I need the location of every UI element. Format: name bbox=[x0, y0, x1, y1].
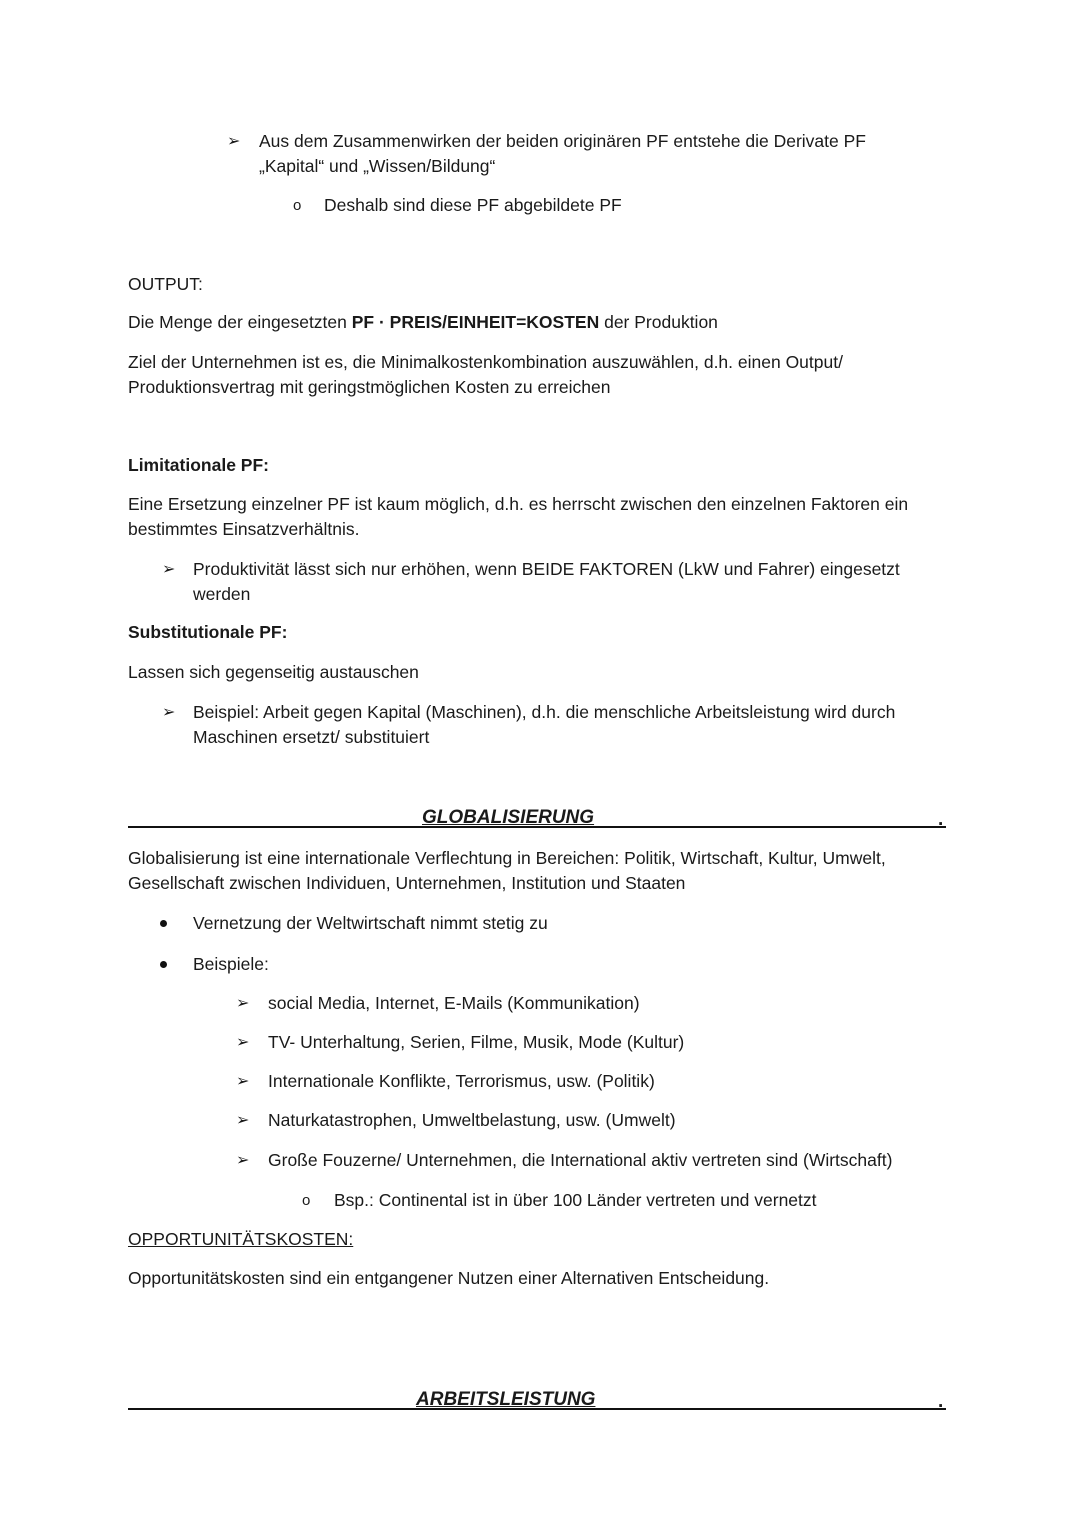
circle-bullet-icon: o bbox=[302, 1192, 311, 1209]
arrow-bullet-icon: ➢ bbox=[236, 1034, 250, 1051]
arrow-bullet-icon: ➢ bbox=[236, 1152, 250, 1169]
example-item-2: TV- Unterhaltung, Serien, Filme, Musik, Mode (Kultur) bbox=[268, 1032, 685, 1052]
bullet-dot-icon bbox=[160, 961, 167, 968]
globalisierung-bullet-1: Vernetzung der Weltwirtschaft nimmt stetig zu bbox=[193, 913, 548, 933]
output-formula bbox=[128, 310, 718, 335]
limitational-bullet-line1: Produktivität lässt sich nur erhöhen, wenn BEIDE FAKTOREN (LkW und Fahrer) eingesetzt bbox=[193, 559, 900, 579]
arrow-item-line2: „Kapital“ und „Wissen/Bildung“ bbox=[259, 156, 496, 176]
output-goal-line2: Produktionsvertrag mit geringstmöglichen Kosten zu erreichen bbox=[128, 377, 611, 397]
arrow-bullet-icon: ➢ bbox=[162, 561, 176, 578]
bullet-dot-icon bbox=[160, 920, 167, 927]
opportunity-text: Opportunitätskosten sind ein entgangener Nutzen einer Alternativen Entscheidung. bbox=[128, 1268, 770, 1288]
substitutional-text: Lassen sich gegenseitig austauschen bbox=[128, 662, 419, 682]
output-goal-line1: Ziel der Unternehmen ist es, die Minimalkostenkombination auszuwählen, d.h. einen Output/ bbox=[128, 352, 843, 372]
circle-bullet-icon: o bbox=[293, 197, 302, 214]
arbeitsleistung-period: . bbox=[938, 1391, 944, 1412]
formula-pre: Die Menge der eingesetzten bbox=[128, 312, 352, 332]
example-item-4: Naturkatastrophen, Umweltbelastung, usw. (Umwelt) bbox=[268, 1110, 676, 1130]
substitutional-heading: Substitutionale PF: bbox=[128, 622, 288, 642]
globalisierung-bullet-2: Beispiele: bbox=[193, 954, 269, 974]
arrow-bullet-icon: ➢ bbox=[236, 1073, 250, 1090]
limitational-bullet-line2: werden bbox=[193, 584, 251, 604]
limitational-heading: Limitationale PF: bbox=[128, 455, 269, 475]
arrow-bullet-icon: ➢ bbox=[236, 995, 250, 1012]
example-item-3: Internationale Konflikte, Terrorismus, usw. (Politik) bbox=[268, 1071, 655, 1091]
globalisierung-heading: GLOBALISIERUNG bbox=[422, 807, 595, 828]
example-item-5: Große Fouzerne/ Unternehmen, die International aktiv vertreten sind (Wirtschaft) bbox=[268, 1150, 893, 1170]
arrow-bullet-icon: ➢ bbox=[162, 704, 176, 721]
globalisierung-period: . bbox=[938, 809, 944, 830]
sub-example-item: Bsp.: Continental ist in über 100 Länder vertreten und vernetzt bbox=[334, 1190, 817, 1210]
globalisierung-def-line2: Gesellschaft zwischen Individuen, Unternehmen, Institution und Staaten bbox=[128, 873, 686, 893]
example-item-1: social Media, Internet, E-Mails (Kommunikation) bbox=[268, 993, 640, 1013]
opportunity-heading: OPPORTUNITÄTSKOSTEN: bbox=[128, 1229, 354, 1249]
arbeitsleistung-heading: ARBEITSLEISTUNG bbox=[416, 1389, 596, 1410]
arrow-bullet-icon: ➢ bbox=[227, 133, 241, 150]
arrow-bullet-icon: ➢ bbox=[236, 1112, 250, 1129]
limitational-text-line2: bestimmtes Einsatzverhältnis. bbox=[128, 519, 360, 539]
formula-bold: PF · PREIS/EINHEIT=KOSTEN bbox=[351, 312, 600, 332]
substitutional-bullet-line1: Beispiel: Arbeit gegen Kapital (Maschinen), d.h. die menschliche Arbeitsleistung wird durch bbox=[193, 702, 896, 722]
limitational-text-line1: Eine Ersetzung einzelner PF ist kaum möglich, d.h. es herrscht zwischen den einzelnen Faktoren ein bbox=[128, 494, 909, 514]
circle-item: Deshalb sind diese PF abgebildete PF bbox=[324, 195, 622, 215]
globalisierung-def-line1: Globalisierung ist eine internationale Verflechtung in Bereichen: Politik, Wirtschaft, Kultur, Umwelt, bbox=[128, 848, 886, 868]
formula-post: der Produktion bbox=[599, 312, 718, 332]
arrow-item-line1: Aus dem Zusammenwirken der beiden originären PF entstehe die Derivate PF bbox=[259, 131, 866, 151]
substitutional-bullet-line2: Maschinen ersetzt/ substituiert bbox=[193, 727, 430, 747]
output-label: OUTPUT: bbox=[128, 274, 203, 294]
